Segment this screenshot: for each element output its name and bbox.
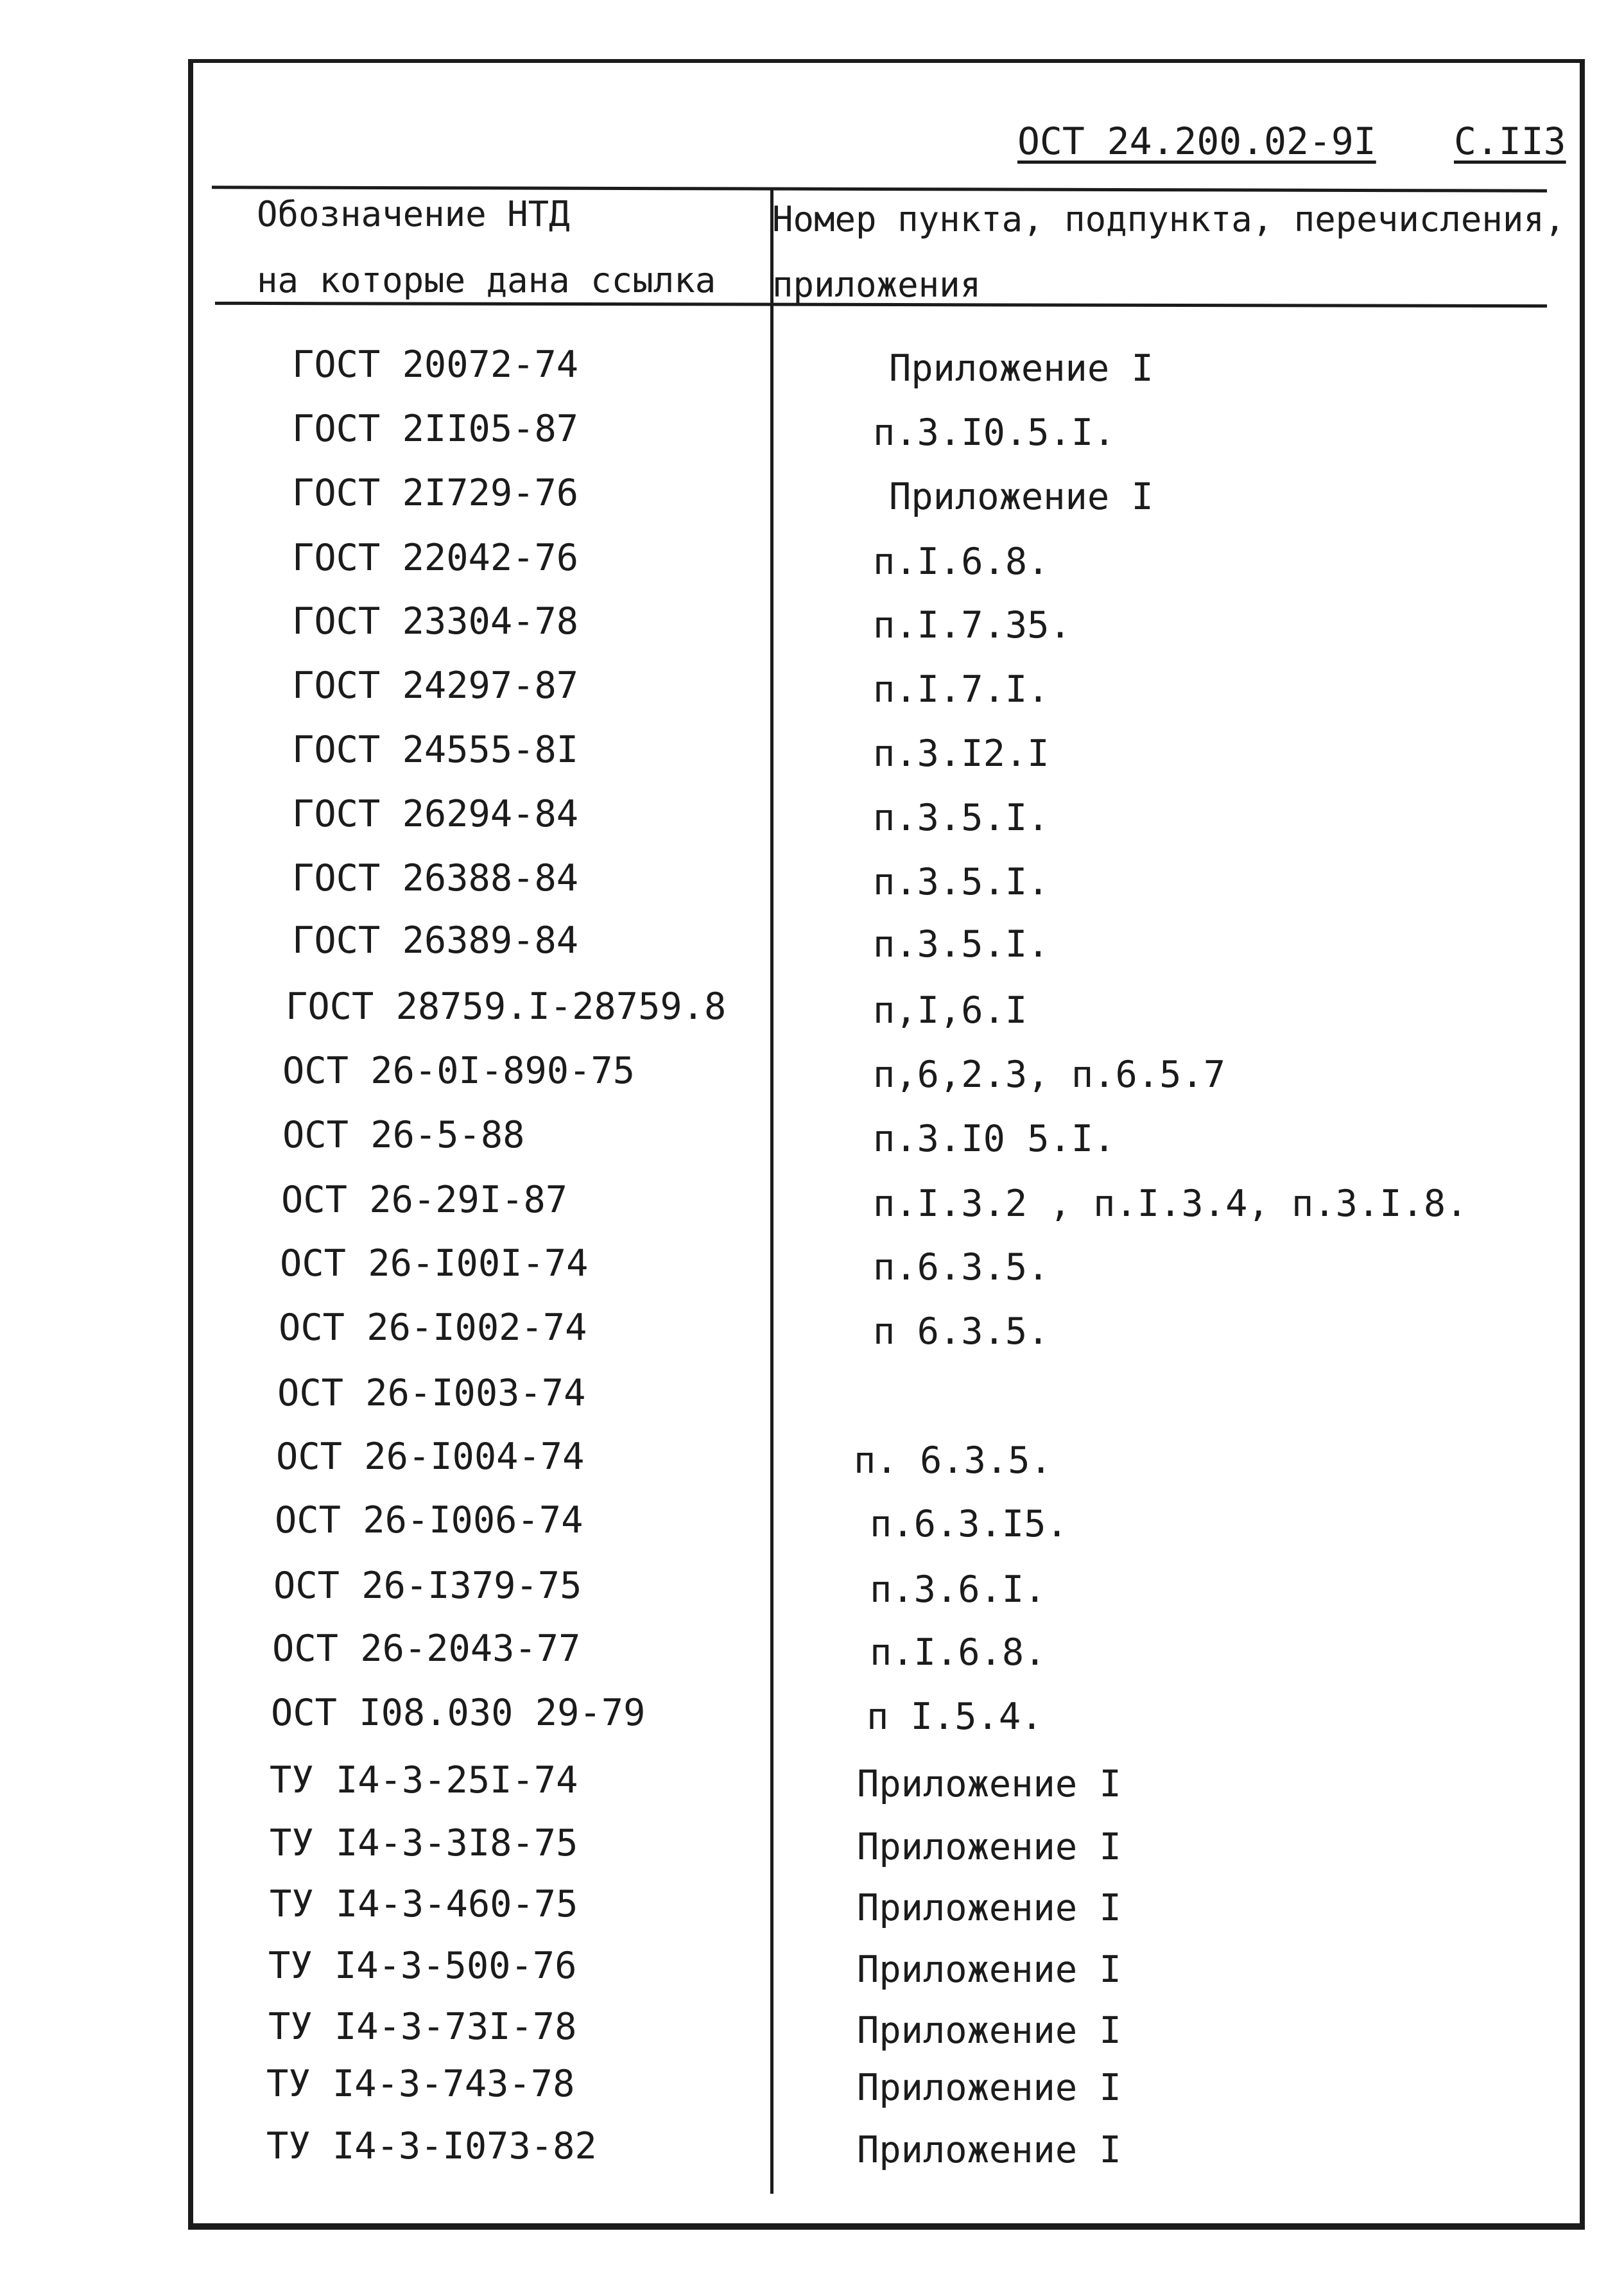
column-header-reference-line2: приложения — [772, 265, 981, 305]
designation-cell: ОСТ 26-I003-74 — [277, 1372, 586, 1414]
designation-cell: ТУ I4-3-3I8-75 — [270, 1822, 578, 1864]
designation-cell: ОСТ 26-29I-87 — [281, 1179, 568, 1221]
reference-cell: Приложение I — [857, 2129, 1121, 2171]
reference-cell: п.I.3.2 , п.I.3.4, п.3.I.8. — [873, 1183, 1468, 1225]
designation-cell: ГОСТ 22042-76 — [292, 537, 579, 579]
reference-cell: п. 6.3.5. — [854, 1439, 1052, 1482]
reference-cell: Приложение I — [889, 476, 1153, 518]
reference-cell: Приложение I — [857, 2067, 1121, 2109]
reference-cell: п.3.I0.5.I. — [873, 412, 1116, 454]
designation-cell: ГОСТ 20072-74 — [292, 343, 579, 386]
reference-cell: п.6.3.I5. — [870, 1503, 1068, 1545]
designation-cell: ОСТ 26-I379-75 — [273, 1565, 582, 1607]
reference-cell: Приложение I — [857, 2009, 1121, 2052]
page-number: С.II3 — [1454, 119, 1566, 163]
designation-cell: ОСТ 26-I004-74 — [276, 1436, 585, 1478]
designation-cell: ОСТ 26-I00I-74 — [280, 1242, 589, 1285]
reference-cell: п.3.5.I. — [873, 797, 1050, 839]
reference-cell: п.3.I2.I — [873, 733, 1050, 775]
designation-cell: ГОСТ 26389-84 — [292, 919, 579, 962]
designation-cell: ТУ I4-3-I073-82 — [266, 2125, 597, 2167]
reference-cell: п.I.7.35. — [873, 604, 1071, 647]
designation-cell: ОСТ 26-0I-890-75 — [282, 1050, 635, 1092]
reference-cell: п.I.7.I. — [873, 668, 1050, 711]
reference-cell: п.I.6.8. — [873, 541, 1050, 583]
designation-cell: ГОСТ 26294-84 — [292, 793, 579, 835]
column-divider — [770, 187, 773, 2194]
reference-cell: Приложение I — [857, 1826, 1121, 1868]
designation-cell: ГОСТ 2II05-87 — [292, 408, 579, 450]
column-header-designation-line2: на которые дана ссылка — [257, 260, 716, 300]
reference-cell: Приложение I — [857, 1763, 1121, 1805]
designation-cell: ГОСТ 28759.I-28759.8 — [286, 985, 727, 1028]
designation-cell: ОСТ 26-5-88 — [282, 1114, 525, 1156]
reference-cell: п.I.6.8. — [870, 1631, 1046, 1674]
designation-cell: ТУ I4-3-743-78 — [266, 2063, 575, 2105]
reference-cell: п.6.3.5. — [873, 1246, 1050, 1289]
designation-cell: ОСТ 26-2043-77 — [272, 1627, 581, 1670]
reference-cell: п 6.3.5. — [873, 1310, 1050, 1353]
designation-cell: ТУ I4-3-73I-78 — [268, 2006, 577, 2048]
designation-cell: ГОСТ 24555-8I — [292, 729, 579, 771]
designation-cell: ГОСТ 2I729-76 — [292, 472, 579, 514]
designation-cell: ТУ I4-3-25I-74 — [270, 1759, 578, 1801]
designation-cell: ТУ I4-3-500-76 — [268, 1945, 577, 1987]
reference-cell: п I.5.4. — [867, 1696, 1043, 1738]
reference-cell: п.3.5.I. — [873, 923, 1050, 966]
column-header-designation-line1: Обозначение НТД — [257, 194, 570, 234]
reference-cell: п,6,2.3, п.6.5.7 — [873, 1054, 1226, 1096]
reference-cell: п.3.6.I. — [870, 1568, 1046, 1611]
designation-cell: ГОСТ 26388-84 — [292, 857, 579, 899]
reference-cell: п.3.5.I. — [873, 861, 1050, 903]
designation-cell: ТУ I4-3-460-75 — [270, 1883, 578, 1925]
document-code: ОСТ 24.200.02-9I — [1017, 119, 1376, 163]
reference-cell: п.3.I0 5.I. — [873, 1118, 1116, 1160]
designation-cell: ГОСТ 23304-78 — [292, 600, 579, 643]
designation-cell: ОСТ I08.030 29-79 — [271, 1692, 646, 1734]
designation-cell: ГОСТ 24297-87 — [292, 664, 579, 707]
reference-cell: Приложение I — [857, 1887, 1121, 1929]
designation-cell: ОСТ 26-I002-74 — [279, 1306, 587, 1349]
reference-cell: Приложение I — [889, 347, 1153, 390]
reference-cell: Приложение I — [857, 1949, 1121, 1991]
designation-cell: ОСТ 26-I006-74 — [275, 1499, 583, 1541]
column-header-reference-line1: Номер пункта, подпункта, перечисления, — [772, 199, 1566, 239]
reference-cell: п,I,6.I — [873, 989, 1028, 1032]
